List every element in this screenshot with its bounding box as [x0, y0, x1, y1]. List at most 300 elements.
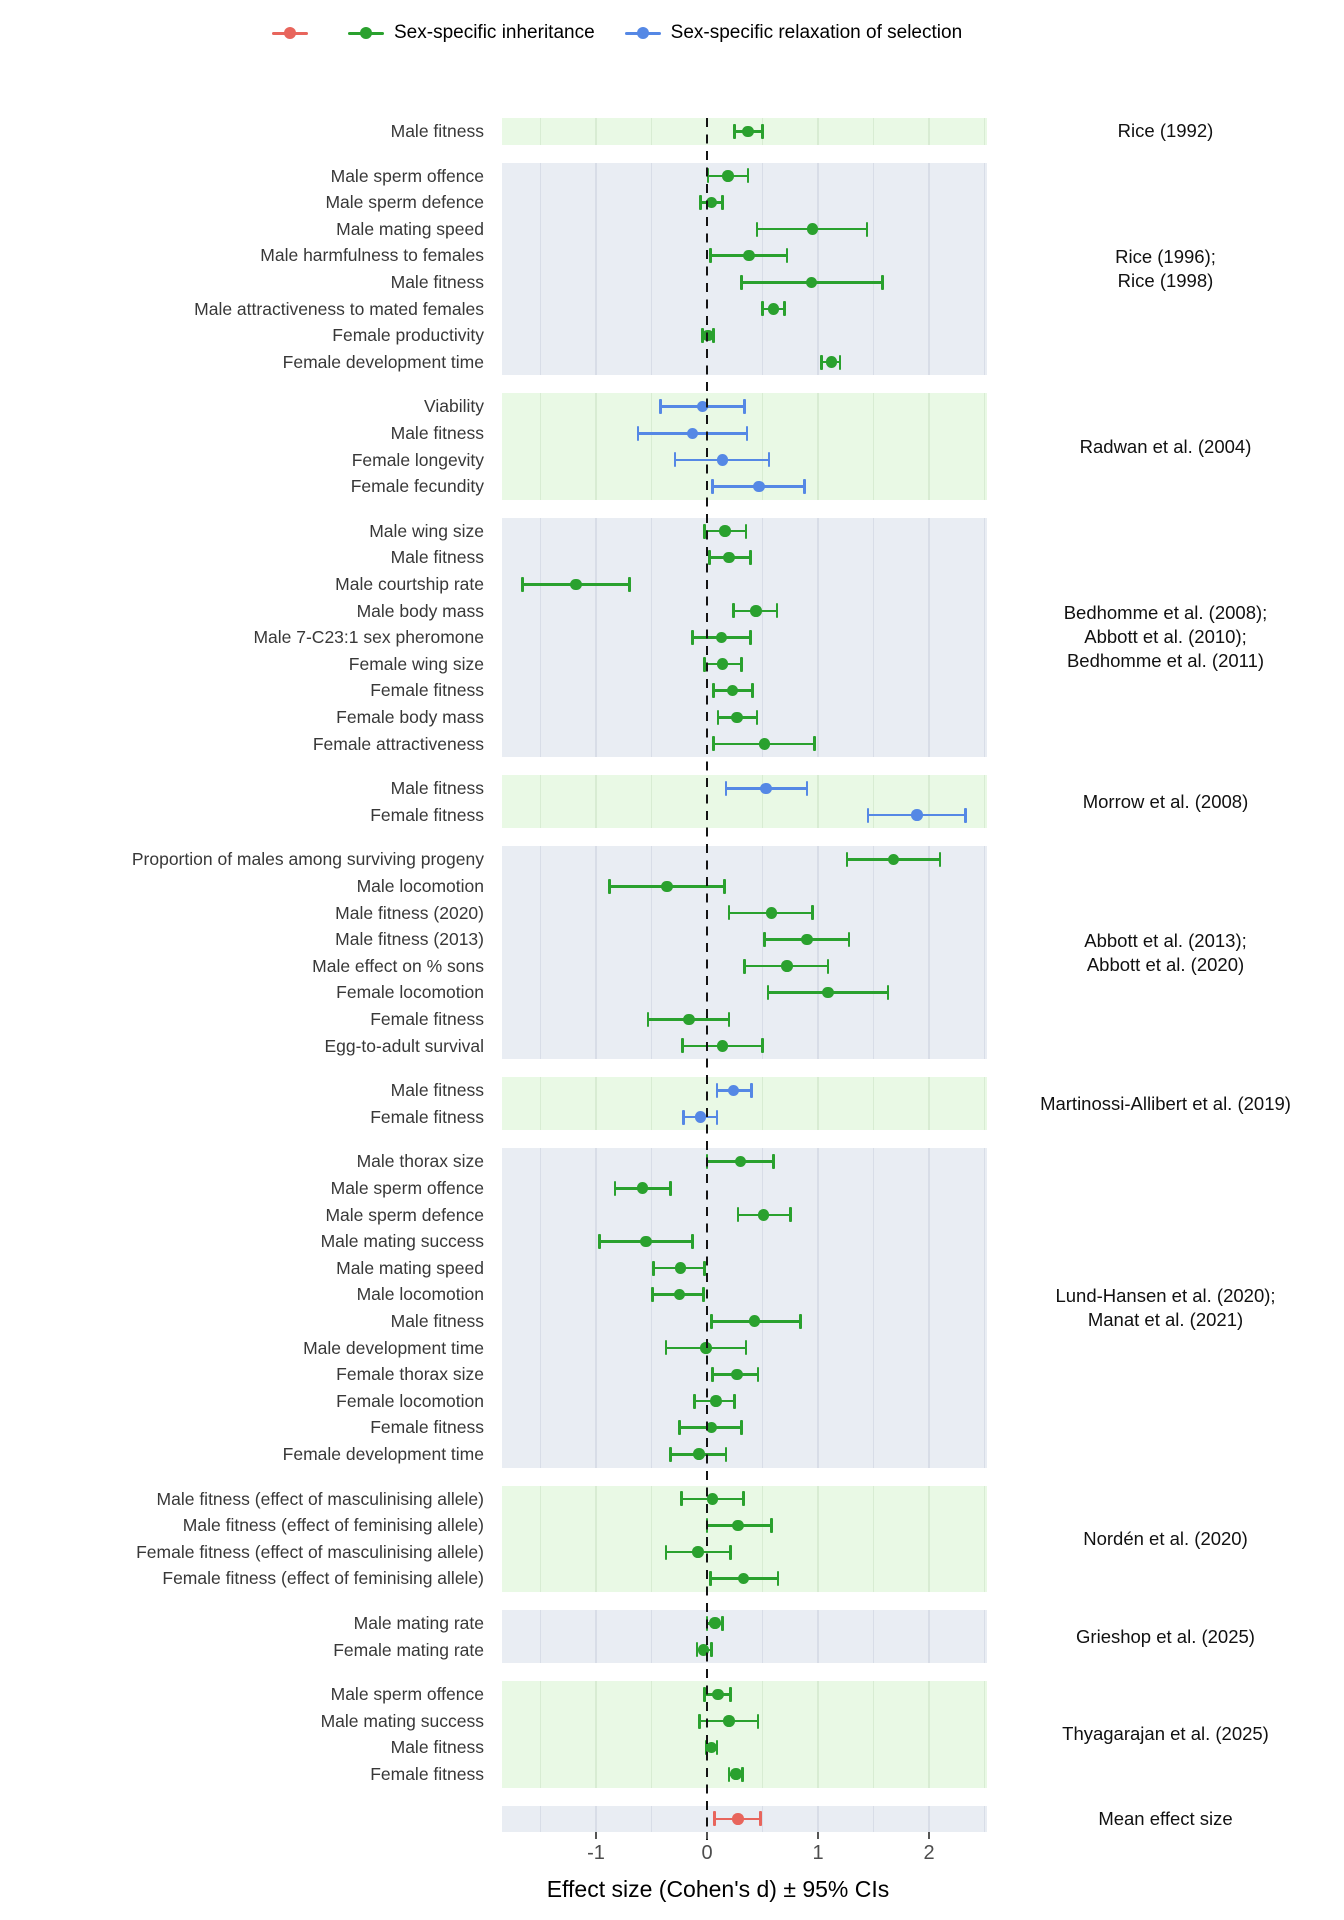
plot-panel — [502, 1806, 987, 1833]
point-estimate — [742, 126, 754, 138]
ci-cap — [786, 248, 789, 263]
row-labels — [0, 1681, 494, 1787]
row-labels — [0, 846, 494, 1059]
effect-row — [502, 598, 987, 625]
ci-cap — [827, 959, 830, 974]
ci-cap — [721, 195, 724, 210]
ci-cap — [729, 1545, 732, 1560]
row-label: Female wing size — [348, 653, 484, 674]
point-estimate — [750, 605, 762, 617]
point-estimate — [710, 1395, 722, 1407]
effect-row — [502, 242, 987, 269]
row-label: Female development time — [282, 1443, 484, 1464]
ci-cap — [711, 1367, 714, 1382]
row-label: Female fitness — [370, 1763, 484, 1784]
ci-cap — [710, 1642, 713, 1657]
ci-cap — [745, 524, 748, 539]
ci-cap — [746, 426, 749, 441]
axis-tick-label: 1 — [812, 1842, 824, 1864]
point-estimate — [692, 1546, 704, 1558]
ci-cap — [711, 479, 714, 494]
ci-cap — [728, 1012, 731, 1027]
row-label: Female body mass — [336, 706, 484, 727]
citation-line: Grieshop et al. (2025) — [1076, 1625, 1255, 1647]
point-estimate — [743, 250, 755, 262]
row-labels — [0, 1806, 494, 1833]
effect-row — [502, 651, 987, 678]
ci-cap — [716, 1110, 719, 1125]
inheritance-errorbar-icon — [348, 26, 384, 40]
point-estimate — [695, 1111, 707, 1123]
row-label: Male 7-C23:1 sex pheromone — [253, 627, 484, 648]
row-label: Female locomotion — [336, 1390, 484, 1411]
row-labels — [0, 775, 494, 828]
point-estimate — [731, 712, 743, 724]
row-label: Female mating rate — [333, 1639, 484, 1660]
ci-cap — [628, 577, 631, 592]
ci-cap — [669, 1447, 672, 1462]
row-label: Female productivity — [332, 325, 484, 346]
effect-row — [502, 624, 987, 651]
row-labels — [0, 163, 494, 376]
ci-cap — [740, 657, 743, 672]
ci-cap — [729, 1687, 732, 1702]
effect-row — [502, 1681, 987, 1708]
citation — [987, 1486, 1344, 1592]
point-estimate — [640, 1236, 652, 1248]
row-label: Male body mass — [356, 600, 484, 621]
axis-tick-label: 0 — [701, 1842, 713, 1864]
ci-cap — [669, 1181, 672, 1196]
row-label: Female development time — [282, 351, 484, 372]
row-label: Female locomotion — [336, 982, 484, 1003]
effect-row — [502, 677, 987, 704]
citation-line: Rice (1998) — [1117, 269, 1214, 291]
effect-row — [502, 1539, 987, 1566]
citation — [987, 846, 1344, 1059]
ci-cap — [681, 1038, 684, 1053]
ci-cap — [652, 1261, 655, 1276]
row-label: Male thorax size — [356, 1151, 484, 1172]
ci-cap — [756, 710, 759, 725]
legend-item-mean — [272, 26, 318, 40]
axis-tick-label: 2 — [923, 1842, 935, 1864]
ci-cap — [737, 1207, 740, 1222]
point-estimate — [570, 579, 582, 591]
row-label: Male fitness — [390, 547, 484, 568]
point-estimate — [732, 1520, 744, 1532]
ci-cap — [691, 630, 694, 645]
effect-row — [502, 571, 987, 598]
effect-row — [502, 322, 987, 349]
row-label: Male fitness — [390, 1080, 484, 1101]
row-label: Male courtship rate — [335, 573, 484, 594]
row-label: Proportion of males among surviving progeny — [131, 849, 484, 870]
point-estimate — [738, 1573, 750, 1585]
point-estimate — [731, 1369, 743, 1381]
row-label: Male effect on % sons — [312, 955, 484, 976]
ci-cap — [776, 603, 779, 618]
effect-row — [502, 1414, 987, 1441]
effect-row — [502, 926, 987, 953]
effect-row — [502, 1104, 987, 1131]
point-estimate — [719, 525, 731, 537]
ci-cap — [866, 222, 869, 237]
point-estimate — [717, 454, 729, 466]
row-label: Male attractiveness to mated females — [194, 298, 484, 319]
ci-cap — [757, 1714, 760, 1729]
legend-label-relaxation: Sex-specific relaxation of selection — [670, 22, 963, 43]
axis-tick — [706, 1832, 708, 1839]
row-label: Male mating success — [320, 1710, 484, 1731]
ci-cap — [806, 781, 809, 796]
ci-cap — [743, 959, 746, 974]
citation — [987, 1077, 1344, 1130]
citation-line: Abbott et al. (2013); — [1084, 929, 1247, 951]
row-label: Female fecundity — [350, 476, 484, 497]
study-group — [0, 1681, 1344, 1787]
effect-row — [502, 518, 987, 545]
ci-cap — [709, 1571, 712, 1586]
ci-cap — [759, 1811, 762, 1826]
point-estimate — [723, 1715, 735, 1727]
study-group — [0, 1486, 1344, 1592]
row-label: Female fitness (effect of feminising allele) — [162, 1568, 484, 1589]
effect-row — [502, 846, 987, 873]
effect-row — [502, 1734, 987, 1761]
effect-row — [502, 269, 987, 296]
effect-row — [502, 1175, 987, 1202]
row-label: Female fitness — [370, 1417, 484, 1438]
ci-cap — [751, 683, 754, 698]
ci-cap — [740, 1420, 743, 1435]
plot-panel — [502, 1148, 987, 1467]
ci-cap — [761, 1038, 764, 1053]
ci-cap — [848, 932, 851, 947]
citation-line: Martinossi-Allibert et al. (2019) — [1040, 1092, 1291, 1114]
ci-cap — [713, 1811, 716, 1826]
citation-line: Morrow et al. (2008) — [1082, 790, 1249, 812]
ci-cap — [717, 710, 720, 725]
ci-cap — [770, 1518, 773, 1533]
ci-cap — [761, 301, 764, 316]
effect-row — [502, 420, 987, 447]
citation — [987, 1148, 1344, 1467]
plot-panel — [502, 1681, 987, 1787]
ci-cap — [712, 736, 715, 751]
study-group — [0, 518, 1344, 757]
ci-cap — [783, 301, 786, 316]
effect-row — [502, 1077, 987, 1104]
effect-row — [502, 296, 987, 323]
ci-cap — [811, 905, 814, 920]
ci-cap — [680, 1491, 683, 1506]
ci-cap — [772, 1154, 775, 1169]
ci-cap — [608, 879, 611, 894]
citation-line: Rice (1996); — [1115, 245, 1216, 267]
study-group — [0, 775, 1344, 828]
ci-cap — [939, 852, 942, 867]
citation — [987, 1610, 1344, 1663]
effect-row — [502, 189, 987, 216]
effect-row — [502, 1486, 987, 1513]
plot-panel — [502, 846, 987, 1059]
effect-row — [502, 1761, 987, 1788]
effect-row — [502, 1281, 987, 1308]
row-label: Male mating speed — [336, 1257, 484, 1278]
point-estimate — [730, 1768, 742, 1780]
ci-cap — [678, 1420, 681, 1435]
legend-label-inheritance: Sex-specific inheritance — [394, 22, 595, 43]
effect-row — [502, 349, 987, 376]
x-axis-title: Effect size (Cohen's d) ± 95% CIs — [546, 1876, 890, 1902]
row-labels — [0, 1486, 494, 1592]
ci-cap — [743, 399, 746, 414]
row-label: Male fitness — [390, 778, 484, 799]
point-estimate — [717, 1040, 729, 1052]
ci-cap — [674, 452, 677, 467]
ci-cap — [733, 124, 736, 139]
ci-cap — [881, 275, 884, 290]
point-estimate — [728, 1085, 740, 1097]
point-estimate — [758, 1209, 770, 1221]
ci-cap — [964, 808, 967, 823]
point-estimate — [693, 1448, 705, 1460]
ci-cap — [665, 1545, 668, 1560]
row-label: Male harmfulness to females — [260, 245, 484, 266]
citation-line: Nordén et al. (2020) — [1083, 1527, 1248, 1549]
effect-row — [502, 447, 987, 474]
point-estimate — [727, 685, 739, 697]
relaxation-errorbar-icon — [625, 26, 661, 40]
row-label: Male sperm offence — [330, 165, 484, 186]
ci-cap — [750, 1083, 753, 1098]
effect-row — [502, 704, 987, 731]
zero-reference-line — [706, 118, 709, 1840]
study-group — [0, 1077, 1344, 1130]
point-estimate — [732, 1813, 744, 1825]
row-label: Male mating success — [320, 1231, 484, 1252]
ci-cap — [749, 550, 752, 565]
ci-cap — [749, 630, 752, 645]
point-estimate — [683, 1014, 695, 1026]
row-label: Male sperm offence — [330, 1684, 484, 1705]
point-estimate — [749, 1315, 761, 1327]
point-estimate — [735, 1156, 747, 1168]
row-labels — [0, 393, 494, 499]
ci-cap — [723, 879, 726, 894]
effect-row — [502, 1148, 987, 1175]
row-label: Male locomotion — [356, 1284, 484, 1305]
row-label: Female fitness — [370, 804, 484, 825]
effect-row — [502, 953, 987, 980]
plot-panel — [502, 118, 987, 145]
ci-cap — [665, 1340, 668, 1355]
study-group — [0, 846, 1344, 1059]
citation-line: Lund-Hansen et al. (2020); — [1055, 1284, 1276, 1306]
effect-row — [502, 216, 987, 243]
citation-line: Radwan et al. (2004) — [1079, 435, 1252, 457]
ci-cap — [846, 852, 849, 867]
effect-row — [502, 1202, 987, 1229]
ci-cap — [745, 1340, 748, 1355]
plot-panel — [502, 518, 987, 757]
effect-row — [502, 1228, 987, 1255]
plot-panel — [502, 775, 987, 828]
row-label: Male sperm defence — [325, 1204, 484, 1225]
citation-line: Abbott et al. (2020) — [1086, 953, 1245, 975]
point-estimate — [888, 854, 900, 866]
ci-cap — [887, 985, 890, 1000]
ci-cap — [763, 932, 766, 947]
ci-cap — [725, 1447, 728, 1462]
point-estimate — [781, 960, 793, 972]
point-estimate — [712, 1689, 724, 1701]
point-estimate — [702, 330, 714, 342]
citation — [987, 118, 1344, 145]
ci-cap — [521, 577, 524, 592]
axis-tick-label: -1 — [587, 1842, 605, 1864]
ci-cap — [732, 603, 735, 618]
row-labels — [0, 118, 494, 145]
effect-row — [502, 1308, 987, 1335]
point-estimate — [723, 552, 735, 564]
point-estimate — [766, 907, 778, 919]
point-estimate — [661, 881, 673, 893]
point-estimate — [760, 783, 772, 795]
ci-cap — [598, 1234, 601, 1249]
effect-row — [502, 1361, 987, 1388]
row-label: Male wing size — [369, 520, 484, 541]
ci-cap — [693, 1394, 696, 1409]
citation — [987, 1806, 1344, 1833]
ci-cap — [839, 355, 842, 370]
plot-panel — [502, 1610, 987, 1663]
point-estimate — [707, 1493, 719, 1505]
row-label: Male fitness — [390, 121, 484, 141]
effect-row — [502, 544, 987, 571]
ci-cap — [721, 1616, 724, 1631]
effect-row — [502, 731, 987, 758]
ci-cap — [747, 168, 750, 183]
ci-cap — [659, 399, 662, 414]
ci-cap — [757, 1367, 760, 1382]
legend-item-relaxation — [625, 22, 962, 44]
row-label: Male sperm offence — [330, 1177, 484, 1198]
row-label: Male fitness (2020) — [335, 902, 484, 923]
effect-row — [502, 163, 987, 190]
ci-cap — [799, 1314, 802, 1329]
ci-cap — [756, 222, 759, 237]
point-estimate — [759, 738, 771, 750]
study-group — [0, 393, 1344, 499]
plot-panel — [502, 1486, 987, 1592]
ci-cap — [789, 1207, 792, 1222]
citation — [987, 163, 1344, 376]
row-label: Male fitness (effect of masculinising allele) — [156, 1488, 484, 1509]
ci-cap — [733, 1394, 736, 1409]
citation — [987, 1681, 1344, 1787]
ci-cap — [712, 683, 715, 698]
plot-panel — [502, 163, 987, 376]
row-labels — [0, 1610, 494, 1663]
row-label: Male fitness — [390, 1310, 484, 1331]
effect-row — [502, 473, 987, 500]
ci-cap — [651, 1287, 654, 1302]
citation-line: Mean effect size — [1098, 1807, 1233, 1829]
effect-row — [502, 1441, 987, 1468]
row-label: Male locomotion — [356, 875, 484, 896]
point-estimate — [722, 170, 734, 182]
citation-line: Abbott et al. (2010); — [1084, 626, 1247, 648]
row-label: Egg-to-adult survival — [324, 1035, 484, 1056]
study-group — [0, 1806, 1344, 1833]
row-labels — [0, 518, 494, 757]
ci-cap — [716, 1083, 719, 1098]
citation — [987, 518, 1344, 757]
row-label: Male fitness — [390, 1737, 484, 1758]
row-labels — [0, 1077, 494, 1130]
row-label: Male development time — [303, 1337, 484, 1358]
ci-cap — [682, 1110, 685, 1125]
effect-row — [502, 1388, 987, 1415]
row-label: Viability — [424, 396, 484, 417]
point-estimate — [807, 223, 819, 235]
study-group — [0, 1610, 1344, 1663]
effect-row — [502, 873, 987, 900]
ci-cap — [725, 781, 728, 796]
point-estimate — [716, 632, 728, 644]
axis-tick — [817, 1832, 819, 1839]
study-group — [0, 118, 1344, 145]
effect-row — [502, 393, 987, 420]
effect-row — [502, 1335, 987, 1362]
effect-row — [502, 1255, 987, 1282]
mean-errorbar-icon — [272, 26, 308, 40]
row-label: Female thorax size — [336, 1364, 484, 1385]
effect-row — [502, 900, 987, 927]
study-group — [0, 1148, 1344, 1467]
point-estimate — [674, 1289, 686, 1301]
effect-row — [502, 1806, 987, 1833]
effect-row — [502, 1512, 987, 1539]
ci-cap — [742, 1491, 745, 1506]
point-estimate — [801, 934, 813, 946]
row-label: Female attractiveness — [312, 733, 484, 754]
row-label: Male fitness — [390, 422, 484, 443]
plot-panel — [502, 393, 987, 499]
ci-cap — [768, 452, 771, 467]
row-label: Female fitness (effect of masculinising allele) — [136, 1541, 484, 1562]
ci-cap — [761, 124, 764, 139]
effect-row — [502, 1708, 987, 1735]
ci-cap — [691, 1234, 694, 1249]
ci-cap — [740, 275, 743, 290]
row-labels — [0, 1148, 494, 1467]
axis-tick — [595, 1832, 597, 1839]
ci-cap — [803, 479, 806, 494]
citation — [987, 775, 1344, 828]
ci-cap — [767, 985, 770, 1000]
legend — [272, 22, 962, 44]
ci-cap — [820, 355, 823, 370]
axis-tick — [928, 1832, 930, 1839]
effect-row — [502, 1006, 987, 1033]
row-label: Female longevity — [351, 449, 484, 470]
ci-cap — [867, 808, 870, 823]
row-label: Male fitness (effect of feminising allele) — [182, 1515, 484, 1536]
row-label: Male fitness — [390, 271, 484, 292]
